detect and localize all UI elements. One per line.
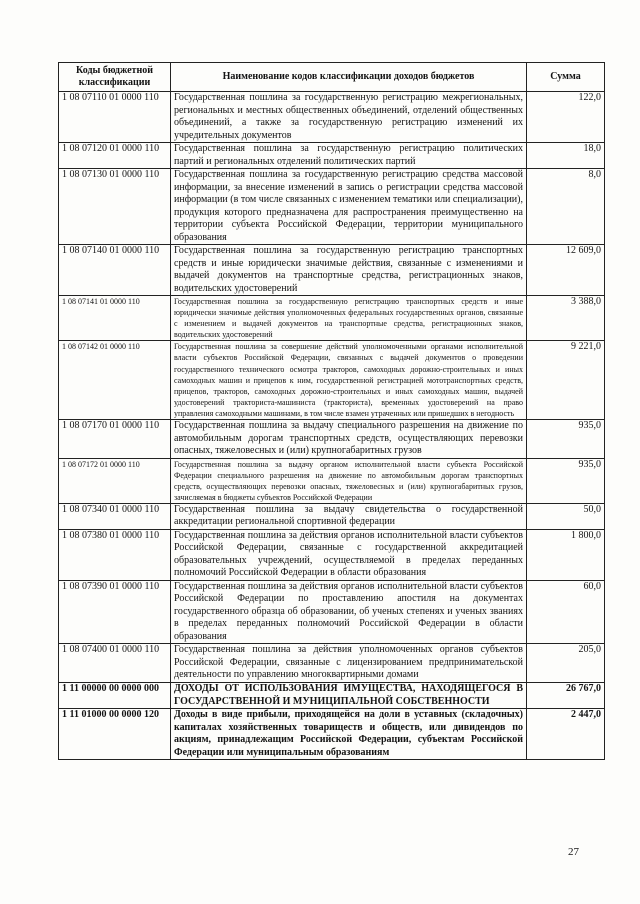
row-code: 1 08 07380 01 0000 110 [59, 529, 171, 580]
row-sum: 205,0 [527, 644, 605, 683]
table-row [59, 420, 605, 459]
table-row [59, 682, 605, 708]
row-name: Государственная пошлина за государственную регистрацию политических партий и региональных отделений политических партий [171, 143, 527, 169]
row-code: 1 08 07130 01 0000 110 [59, 169, 171, 245]
row-code: 1 08 07172 01 0000 110 [59, 458, 171, 503]
row-name: Государственная пошлина за государственную регистрацию транспортных средств и иные юридически значимые действия уполномоченных федеральных государственных органов, связанные с изменением и выдачей документов на транспортные средства, регистрационных знаков, водительских удостоверений [171, 296, 527, 341]
row-sum: 935,0 [527, 458, 605, 503]
row-code: 1 08 07390 01 0000 110 [59, 580, 171, 644]
row-name: Доходы в виде прибыли, приходящейся на доли в уставных (складочных) капиталах хозяйственных товариществ и обществ, или дивидендов по акциям, принадлежащим Российской Федерации, субъектам Российской Федерации или муниципальным образованиям [171, 709, 527, 760]
table-row [59, 529, 605, 580]
row-code: 1 11 01000 00 0000 120 [59, 709, 171, 760]
row-sum: 122,0 [527, 92, 605, 143]
table-row [59, 92, 605, 143]
table-row [59, 644, 605, 683]
header-name: Наименование кодов классификации доходов бюджетов [171, 63, 527, 92]
row-name: Государственная пошлина за выдачу свидетельства о государственной аккредитации региональной спортивной федерации [171, 503, 527, 529]
table-row [59, 169, 605, 245]
row-code: 1 08 07170 01 0000 110 [59, 420, 171, 459]
table-row [59, 503, 605, 529]
row-sum: 1 800,0 [527, 529, 605, 580]
row-code: 1 08 07400 01 0000 110 [59, 644, 171, 683]
header-code: Коды бюджетной классификации [59, 63, 171, 92]
row-sum: 9 221,0 [527, 341, 605, 420]
row-sum: 60,0 [527, 580, 605, 644]
table-row [59, 709, 605, 760]
table-row [59, 580, 605, 644]
table-row [59, 341, 605, 420]
row-code: 1 08 07120 01 0000 110 [59, 143, 171, 169]
row-name: Государственная пошлина за выдачу специального разрешения на движение по автомобильным дорогам транспортных средств, осуществляющих перевозки опасных, тяжеловесных и (или) крупногабаритных грузов [171, 420, 527, 459]
table-row [59, 245, 605, 296]
row-sum: 26 767,0 [527, 682, 605, 708]
row-code: 1 08 07140 01 0000 110 [59, 245, 171, 296]
row-code: 1 08 07141 01 0000 110 [59, 296, 171, 341]
row-name: Государственная пошлина за государственную регистрацию межрегиональных, региональных и местных общественных объединений, отделений общественных объединений, а также за государственную регистрацию изменений их учредительных документов [171, 92, 527, 143]
row-code: 1 08 07142 01 0000 110 [59, 341, 171, 420]
row-name: Государственная пошлина за государственную регистрацию транспортных средств и иные юридически значимые действия, связанные с изменениями и выдачей документов на транспортные средства, регистрационных знаков, водительских удостоверений [171, 245, 527, 296]
row-sum: 935,0 [527, 420, 605, 459]
header-sum: Сумма [527, 63, 605, 92]
table-row [59, 296, 605, 341]
row-sum: 8,0 [527, 169, 605, 245]
row-sum: 50,0 [527, 503, 605, 529]
row-sum: 12 609,0 [527, 245, 605, 296]
row-name: ДОХОДЫ ОТ ИСПОЛЬЗОВАНИЯ ИМУЩЕСТВА, НАХОДЯЩЕГОСЯ В ГОСУДАРСТВЕННОЙ И МУНИЦИПАЛЬНОЙ СОБСТВЕННОСТИ [171, 682, 527, 708]
table-row [59, 143, 605, 169]
row-sum: 2 447,0 [527, 709, 605, 760]
row-name: Государственная пошлина за совершение действий уполномоченными органами исполнительной власти субъектов Российской Федерации, связанных с выдачей документов о проведении государственного технического осмотра тракторов, самоходных дорожно-строительных и иных самоходных машин и прицепов к ним, государственной регистрацией мототранспортных средств, прицепов, тракторов, самоходных дорожно-строительных и иных самоходных машин, выдачей удостоверений тракториста-машиниста (тракториста), временных удостоверений на право управления самоходными машинами, в том числе взамен утраченных или пришедших в негодность [171, 341, 527, 420]
page-number: 27 [568, 846, 579, 858]
table-row [59, 458, 605, 503]
row-sum: 3 388,0 [527, 296, 605, 341]
row-code: 1 11 00000 00 0000 000 [59, 682, 171, 708]
row-name: Государственная пошлина за выдачу органом исполнительной власти субъекта Российской Федерации специального разрешения на движение по автомобильным дорогам транспортных средств, осуществляющих перевозки опасных, тяжеловесных и (или) крупногабаритных грузов, зачисляемая в бюджеты субъектов Российской Федерации [171, 458, 527, 503]
row-code: 1 08 07340 01 0000 110 [59, 503, 171, 529]
row-name: Государственная пошлина за действия органов исполнительной власти субъектов Российской Федерации, связанные с государственной аккредитацией образовательных учреждений, осуществляемой в пределах переданных полномочий Российской Федерации в области образования [171, 529, 527, 580]
row-sum: 18,0 [527, 143, 605, 169]
budget-classification-table [58, 62, 605, 760]
table-body [59, 92, 605, 760]
row-code: 1 08 07110 01 0000 110 [59, 92, 171, 143]
row-name: Государственная пошлина за государственную регистрацию средства массовой информации, за внесение изменений в запись о регистрации средства массовой информации (в том числе связанных с изменением тематики или специализации), продукция которого предназначена для распространения преимущественно на территории субъекта Российской Федерации, территории муниципального образования [171, 169, 527, 245]
row-name: Государственная пошлина за действия уполномоченных органов субъектов Российской Федерации, связанные с лицензированием предпринимательской деятельности по управлению многоквартирными домами [171, 644, 527, 683]
row-name: Государственная пошлина за действия органов исполнительной власти субъектов Российской Федерации по проставлению апостиля на документах государственного образца об образовании, об ученых степенях и ученых званиях в пределах переданных полномочий Российской Федерации в области образования [171, 580, 527, 644]
table-header-row [59, 63, 605, 92]
